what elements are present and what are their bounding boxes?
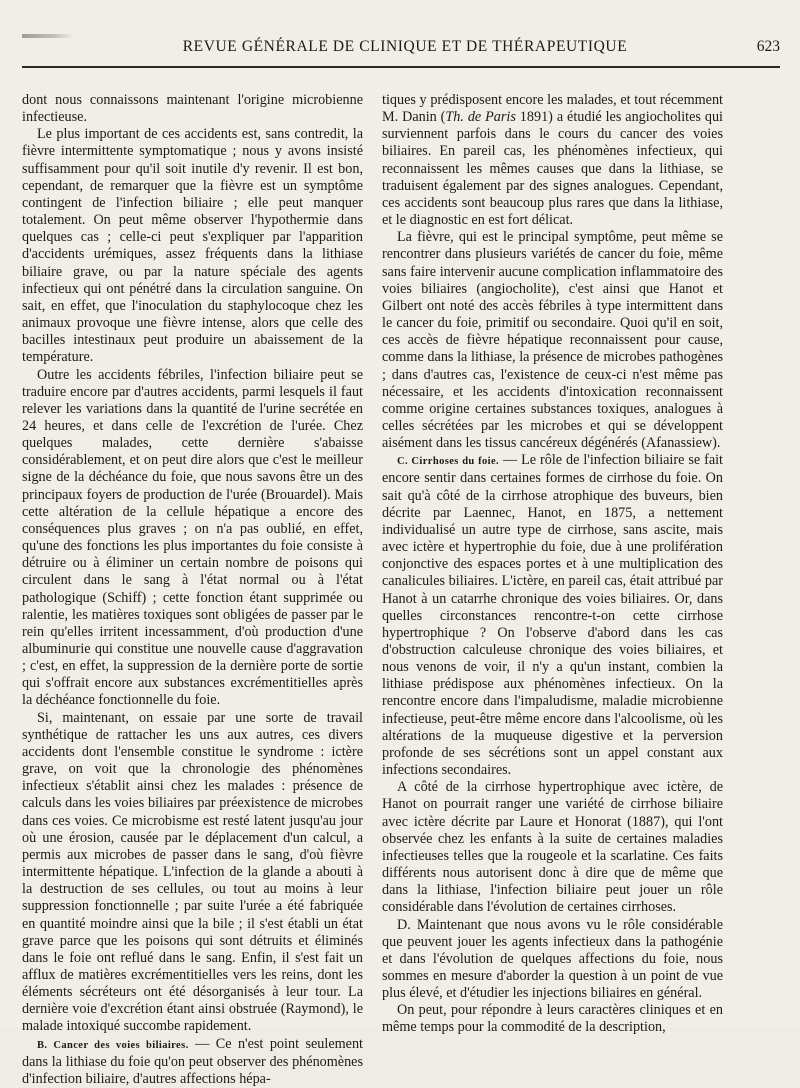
paragraph-continuation: dont nous connaissons maintenant l'origine microbienne infectieuse. <box>22 92 363 126</box>
paragraph-section-b <box>22 1036 363 1088</box>
paragraph-danin-text-a: tiques y prédisposent encore les malades, et tout récemment M. Danin ( <box>382 92 723 126</box>
paragraph-danin <box>382 92 723 229</box>
paragraph-closing: On peut, pour répondre à leurs caractères cliniques et en même temps pour la commodité de la description, <box>382 1002 723 1036</box>
section-c-heading: C. Cirrhoses du foie. <box>397 456 500 468</box>
section-b-heading: B. Cancer des voies biliaires. <box>37 1039 189 1051</box>
citation-title: Th. de Paris <box>445 109 516 126</box>
paragraph-hanot-variety: A côté de la cirrhose hypertrophique avec ictère, de Hanot on pourrait ranger une variété de cirrhose biliaire avec ictère décrite par Laure et Honorat (1887), qui l'ont observée chez les enfants à la suite de certaines maladies infectieuses telles que la rougeole et la scarlatine. Ces faits différents nous autorisent donc à dire que de même que dans la lithiase, l'infection biliaire peut jouer un rôle considérable dans l'évolution de certaines cirrhoses. <box>382 779 723 916</box>
running-head <box>22 30 788 66</box>
page-number: 623 <box>756 38 780 55</box>
paragraph-urea: Outre les accidents fébriles, l'infection biliaire peut se traduire encore par d'autres accidents, parmi lesquels il faut relever les variations dans la quantité de l'urine secrétée en 24 heures, et dans celle de l'excrétion de l'urée. Chez quelques malades, cette dernière s'abaisse considérablement, et on peut dire alors que c'est le meilleur signe de la déchéance du foie, que nous savons être un des principaux foyers de production de l'urée (Brouardel). Mais cette altération de la cellule hépatique a encore des conséquences plus graves ; on n'a pas oublié, en effet, qu'une des fonctions les plus importantes du foie consiste à détruire ou à éliminer un certain nombre de poisons qui circulent dans le sang à l'état normal ou à l'état pathologique (Schiff) ; cette fonction étant supprimée ou ralentie, les matières toxiques sont obligées de passer par le rein qu'elles irritent incessamment, d'où production d'une albuminurie qui constitue une nouvelle cause d'aggravation ; c'est, en effet, la suppression de la dernière porte de sortie qui s'offrait encore aux substances excrémentitielles après la déchéance fonctionnelle du foie. <box>22 366 363 709</box>
paragraph-cancer-fever: La fièvre, qui est le principal symptôme, peut même se rencontrer dans plusieurs variétés de cancer du foie, même sans faire intervenir aucune complication inflammatoire des voies biliaires (angiocholite), c'est ainsi que Hanot et Gilbert ont noté des accès fébriles à type intermittent dans le cancer du foie, primitif ou secondaire. Quoi qu'il en soit, ces accès de fièvre hépatique reconnaissent pour cause, comme dans la lithiase, la présence de microbes pathogènes ; dans d'autres cas, l'existence de ceux-ci n'est même pas nécessaire, et les accidents d'intoxication reconnaissent comme origine certaines substances toxiques, analogues à celles sécrétées par les microbes et qui se développent aisément dans les tissus cancéreux dégénérés (Afanassiew). <box>382 229 723 452</box>
paragraph-fever: Le plus important de ces accidents est, sans contredit, la fièvre intermittente symptomatique ; nous y avons insisté suffisamment pour qu'il soit inutile d'y revenir. Il est bon, cependant, de remarquer que la fièvre est un symptôme contingent de l'infection biliaire ; elle peut manquer totalement. On peut même observer l'hypothermie dans quelques cas ; celle-ci peut s'expliquer par l'apparition d'accidents urémiques, assez fréquents dans la lithiase biliaire grave, ou par la nature spéciale des agents infectieux qui ont pénétré dans la circulation sanguine. On sait, en effet, que l'inoculation du staphylocoque chez les animaux provoque une fièvre intense, alors que celle des bacilles intestinaux peut produire un abaissement de la température. <box>22 126 363 366</box>
header-rule <box>22 66 780 68</box>
running-title: REVUE GÉNÉRALE DE CLINIQUE ET DE THÉRAPEUTIQUE <box>182 38 628 55</box>
right-column <box>382 92 723 1037</box>
paragraph-section-d: D. Maintenant que nous avons vu le rôle considérable que peuvent jouer les agents infectieux dans la pathogénie et dans l'évolution de quelques affections du foie, nous sommes en mesure d'aborder la question à un point de vue plus élevé, et d'étudier les injections biliaires en général. <box>382 916 723 1002</box>
paragraph-section-c <box>382 452 723 779</box>
left-column <box>22 92 363 1088</box>
paragraph-danin-text-b: 1891) a étudié les angiocholites qui surviennent parfois dans le cours du cancer des voies biliaires. En pareil cas, les phénomènes infectieux, qui reconnaissent les mêmes causes que dans la lithiase, se traduisent également par des signes analogues. Cependant, ces accidents sont beaucoup plus rares que dans la lithiase, et le diagnostic en est fort délicat. <box>382 109 723 229</box>
section-c-text: — Le rôle de l'infection biliaire se fait encore sentir dans certaines formes de cirrhose du foie. On sait qu'à côté de la cirrhose atrophique des buveurs, bien décrite par Laennec, Hanot, en 1875, a nettement individualisé un autre type de cirrhose, sans ascite, mais avec ictère et hypertrophie du foie, due à une prolifération conjonctive des espaces portes et à une multiplication des canalicules biliaires. L'ictère, en pareil cas, était attribué par Hanot à un catarrhe chronique des voies biliaires. Or, dans quelles circonstances rencontre-t-on cette cirrhose hypertrophique ? On l'observe d'abord dans les cas d'obstruction calculeuse chronique des voies biliaires, et nous venons de voir, il n'y a qu'un instant, combien la lithiase prédispose aux phénomènes infectieux. On la rencontre encore dans l'impaludisme, maladie microbienne infectieuse, peut-être même encore dans l'alcoolisme, où les altérations de la muqueuse digestive et la perversion profonde de ses sécrétions sont un appel constant aux infections secondaires. <box>382 452 723 779</box>
paragraph-synthesis: Si, maintenant, on essaie par une sorte de travail synthétique de rattacher les uns aux autres, ces divers accidents dont l'ensemble constitue le syndrome : ictère grave, on voit que la chronologie des phénomènes infectieux s'établit ainsi chez les malades : présence de calculs dans les voies biliaires par préexistence de microbes dans ces voies. Ce microbisme est resté latent jusqu'au jour où une érosion, causée par le déplacement d'un calcul, a permis aux microbes de passer dans le sang, d'où fièvre intermittente hépatique. L'infection de la glande a abouti à la destruction de ses cellules, ou tout au moins à leur suppression fonctionnelle ; par suite l'urée a été fabriquée en quantité moindre ainsi que la bile ; il s'est établi un état grave parce que les poisons qui sont détruits et éliminés dans le foie ont reflué dans le sang. Enfin, il s'est fait un afflux de matières excrémentitielles vers les reins, dont les éléments sécréteurs ont été désorganisés à leur tour. La dernière voie d'excrétion étant ainsi obstruée (Raymond), le malade intoxiqué succombe rapidement. <box>22 709 363 1035</box>
section-b-text: — Ce n'est point seulement dans la lithiase du foie qu'on peut observer des phénomènes d'infection biliaire, d'autres affections hépa- <box>22 1035 363 1087</box>
